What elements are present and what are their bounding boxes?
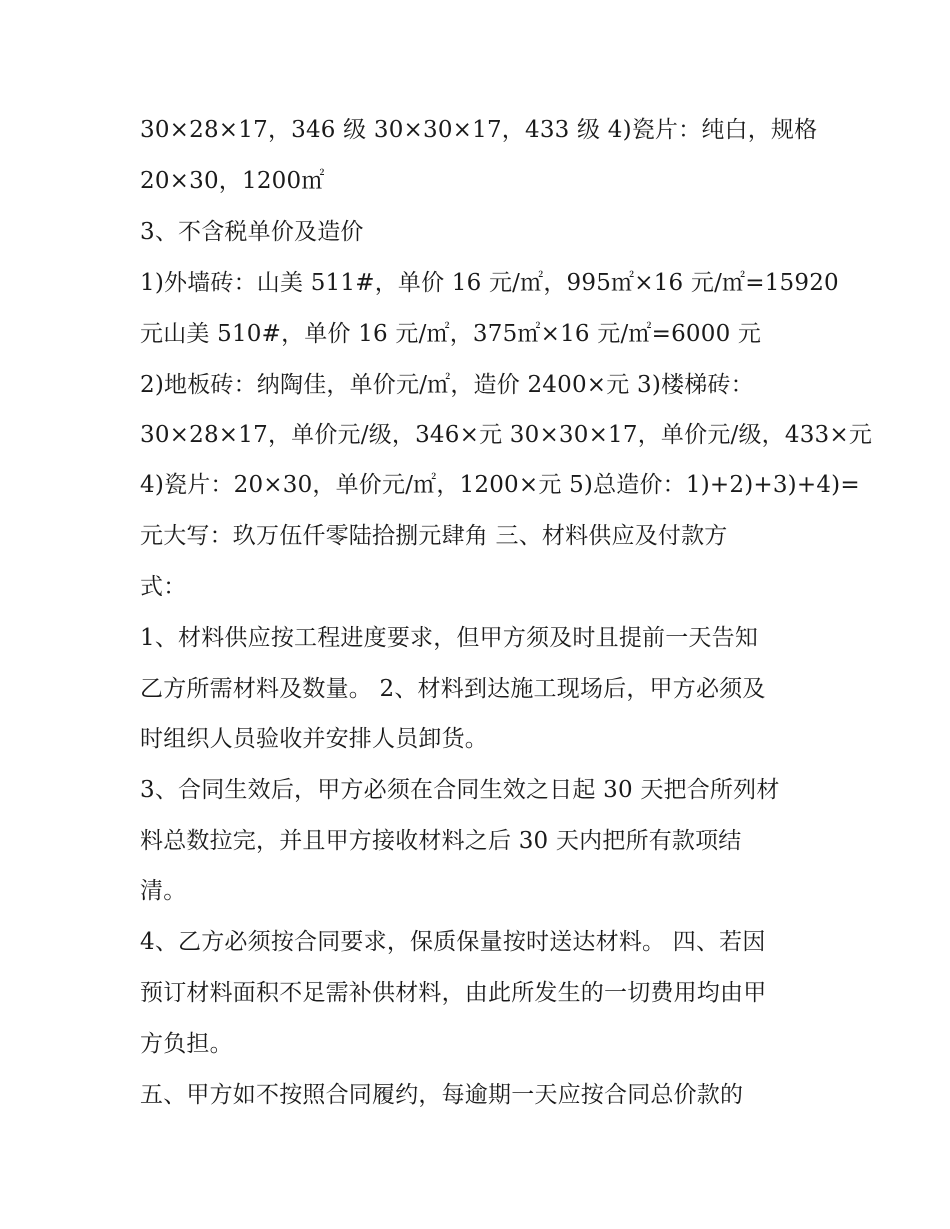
text-line-18: 预订材料面积不足需补供材料，由此所发生的一切费用均由甲 (140, 980, 767, 1006)
text-line-12: 乙方所需材料及数量。 2、材料到达施工现场后，甲方必须及 (140, 676, 766, 702)
text-line-17: 4、乙方必须按合同要求，保质保量按时送达材料。 四、若因 (140, 929, 766, 955)
text-line-2: 20×30，1200㎡ (140, 168, 325, 194)
text-line-10: 式： (140, 574, 187, 600)
text-line-9: 元大写：玖万伍仟零陆拾捌元肆角 三、材料供应及付款方 (140, 523, 728, 549)
text-line-5: 元山美 510#，单价 16 元/㎡，375㎡×16 元/㎡=6000 元 (140, 321, 762, 347)
text-line-1: 30×28×17，346 级 30×30×17，433 级 4)瓷片：纯白，规格 (140, 117, 818, 143)
text-line-6: 2)地板砖：纳陶佳，单价元/㎡，造价 2400×元 3)楼梯砖： (140, 372, 754, 398)
text-line-13: 时组织人员验收并安排人员卸货。 (140, 726, 488, 752)
text-line-14: 3、合同生效后，甲方必须在合同生效之日起 30 天把合所列材 (140, 777, 780, 803)
text-line-15: 料总数拉完，并且甲方接收材料之后 30 天内把所有款项结 (140, 828, 742, 854)
text-line-3: 3、不含税单价及造价 (140, 219, 364, 245)
text-line-4: 1)外墙砖：山美 511#，单价 16 元/㎡，995㎡×16 元/㎡=15920 (140, 270, 839, 296)
text-line-19: 方负担。 (140, 1031, 233, 1057)
text-line-20: 五、甲方如不按照合同履约，每逾期一天应按合同总价款的 (140, 1082, 744, 1108)
text-line-7: 30×28×17，单价元/级，346×元 30×30×17，单价元/级，433×元 (140, 422, 873, 448)
text-line-8: 4)瓷片：20×30，单价元/㎡，1200×元 5)总造价：1)+2)+3)+4)= (140, 472, 860, 498)
text-line-16: 清。 (140, 878, 187, 904)
text-line-11: 1、材料供应按工程进度要求，但甲方须及时且提前一天告知 (140, 625, 759, 651)
